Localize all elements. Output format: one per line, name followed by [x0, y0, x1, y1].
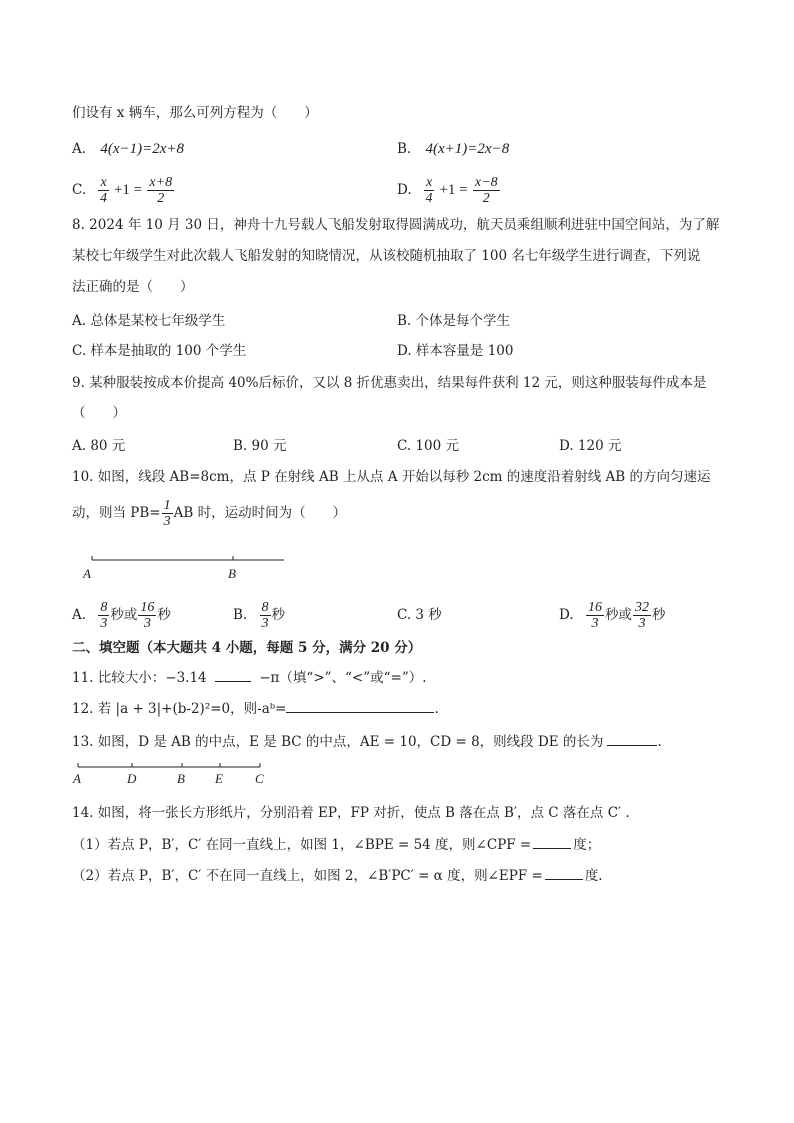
fraction: $\frac{8}{3}$ [100, 600, 108, 631]
point-a-label: A [83, 566, 91, 581]
point-d-label: D [127, 771, 137, 786]
q12: 12. 若 |a + 3|+(b-2)²=0，则-aᵇ= . [72, 698, 439, 719]
fraction: $\frac{x}{4}$ [100, 175, 108, 206]
q8-option-a[interactable]: A. 总体是某校七年级学生 [72, 313, 226, 329]
q11: 11. 比较大小：−3.14 −π（填“>”、“<”或“=”）. [72, 667, 427, 688]
q9-option-c[interactable]: C. 100 元 [397, 438, 459, 454]
answer-blank[interactable] [286, 698, 434, 713]
section-heading: 二、填空题（本大题共 4 小题，每题 5 分，满分 20 分） [72, 640, 422, 656]
q10-option-c[interactable]: C. 3 秒 [397, 607, 442, 623]
fraction: $\frac{x+8}{2}$ [149, 175, 173, 206]
q8-option-c[interactable]: C. 样本是抽取的 100 个学生 [72, 343, 247, 359]
q8-line3: 法正确的是（ ） [72, 279, 194, 295]
q10-option-d[interactable]: D. $\frac{16}{3}$ 秒或 $\frac{32}{3}$ 秒 [559, 600, 666, 631]
q14-line1: 14. 如图，将一张长方形纸片，分别沿着 EP，FP 对折，使点 B 落在点 B′，点 C 落在点 C′ . [72, 805, 630, 821]
q9-option-d[interactable]: D. 120 元 [559, 438, 622, 454]
q9-line2: （ ） [72, 405, 126, 421]
fraction: $\frac{16}{3}$ [587, 600, 602, 631]
answer-blank[interactable] [545, 865, 583, 880]
answer-blank[interactable] [215, 667, 251, 682]
point-a-label: A [73, 771, 81, 786]
q10-option-b[interactable]: B. $\frac{8}{3}$ 秒 [233, 600, 286, 631]
fraction: $\frac{32}{3}$ [634, 600, 649, 631]
q10-line2: 动，则当 PB= $\frac{1}{3}$ AB 时，运动时间为（ ） [72, 498, 347, 529]
option-label: D. [397, 182, 412, 198]
q8-option-b[interactable]: B. 个体是每个学生 [397, 313, 511, 329]
operator: +1 = [439, 182, 468, 198]
q13-figure-segment [70, 762, 270, 790]
point-b-label: B [177, 771, 185, 786]
q9-option-b[interactable]: B. 90 元 [233, 438, 287, 454]
option-label: B. [397, 141, 412, 157]
fraction: $\frac{x}{4}$ [425, 175, 433, 206]
q14-part2: （2）若点 P，B′，C′ 不在同一直线上，如图 2，∠B′PC′ = α 度，则∠EPF = 度. [72, 865, 603, 886]
fraction: $\frac{16}{3}$ [140, 600, 155, 631]
q10-option-a[interactable]: A. $\frac{8}{3}$ 秒或 $\frac{16}{3}$ 秒 [72, 600, 171, 631]
q10-line1: 10. 如图，线段 AB=8cm，点 P 在射线 AB 上从点 A 开始以每秒 2cm 的速度沿着射线 AB 的方向匀速运 [72, 469, 711, 485]
q13: 13. 如图，D 是 AB 的中点，E 是 BC 的中点，AE = 10，CD = 8，则线段 DE 的长为 . [72, 731, 662, 752]
fraction: $\frac{x-8}{2}$ [474, 175, 498, 206]
fraction: $\frac{1}{3}$ [163, 498, 171, 529]
q7-stem: 们设有 x 辆车，那么可列方程为（ ） [72, 105, 318, 121]
q9-line1: 9. 某种服装按成本价提高 40%后标价，又以 8 折优惠卖出，结果每件获利 12 元，则这种服装每件成本是 [72, 375, 707, 391]
equation: 4(x−1)=2x+8 [100, 141, 185, 157]
answer-blank[interactable] [533, 834, 571, 849]
q7-option-a[interactable] [72, 139, 184, 159]
q7-option-c[interactable] [72, 170, 175, 210]
fraction: $\frac{8}{3}$ [261, 600, 269, 631]
answer-blank[interactable] [607, 731, 657, 746]
option-label: C. [72, 182, 87, 198]
q8-line2: 某校七年级学生对此次载人飞船发射的知晓情况，从该校随机抽取了 100 名七年级学生进行调查，下列说 [72, 248, 701, 264]
q8-line1: 8. 2024 年 10 月 30 日，神舟十九号载人飞船发射取得圆满成功，航天员乘组顺利进驻中国空间站，为了解 [72, 217, 720, 233]
point-c-label: C [255, 771, 264, 786]
option-label: A. [72, 141, 87, 157]
q8-option-d[interactable]: D. 样本容量是 100 [397, 343, 514, 359]
q10-figure-segment [78, 552, 298, 584]
q14-part1: （1）若点 P，B′，C′ 在同一直线上，如图 1，∠BPE = 54 度，则∠CPF = 度； [72, 834, 600, 855]
q7-option-d[interactable] [397, 170, 501, 210]
point-e-label: E [215, 771, 223, 786]
q9-option-a[interactable]: A. 80 元 [72, 438, 126, 454]
equation: 4(x+1)=2x−8 [425, 141, 510, 157]
operator: +1 = [113, 182, 143, 198]
q7-option-b[interactable] [397, 139, 509, 159]
point-b-label: B [228, 566, 236, 581]
